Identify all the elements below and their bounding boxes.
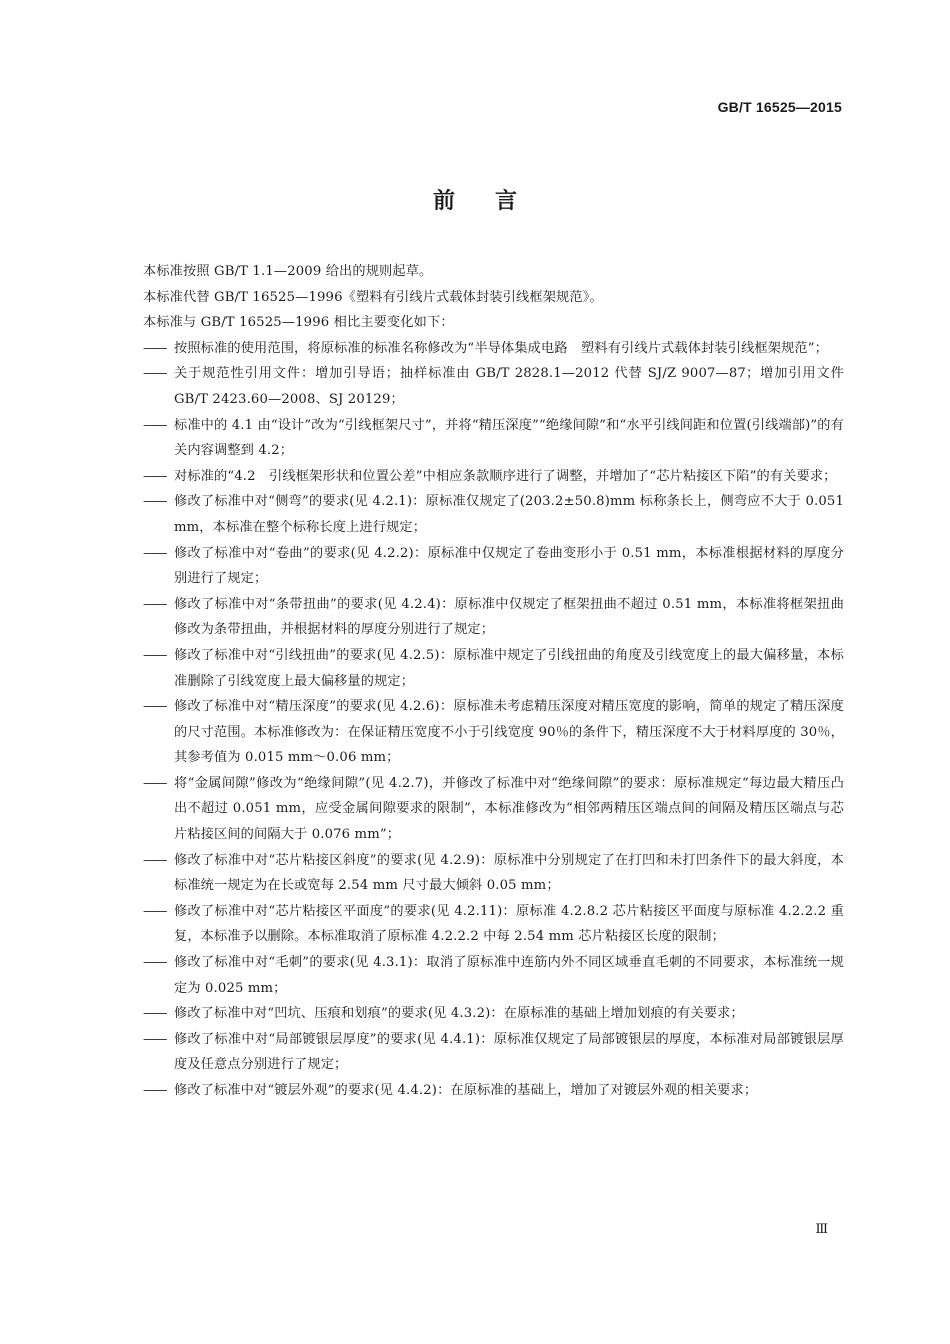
change-list-item bbox=[143, 489, 844, 540]
list-item-text: 按照标准的使用范围，将原标准的标准名称修改为“半导体集成电路 塑料有引线片式载体封装引线框架规范”； bbox=[174, 340, 828, 356]
list-item-text: 将“金属间隙”修改为“绝缘间隙”(见 4.2.7)，并修改了标准中对“绝缘间隙”的要求：原标准规定“每边最大精压凸出不超过 0.051 mm，应受金属间隙要求的限制”，本标准修改为“相邻两精压区端点间的间隔及精压区端点与芯片粘接区间的间隔大于 0.076 mm”； bbox=[174, 775, 844, 843]
list-dash: —— bbox=[143, 366, 166, 382]
list-item-text: 修改了标准中对“精压深度”的要求(见 4.2.6)：原标准未考虑精压深度对精压宽度的影响，简单的规定了精压深度的尺寸范围。本标准修改为：在保证精压宽度不小于引线宽度 90％的条件下，精压深度不大于材料厚度的 30％，其参考值为 0.015 mm～0.06 mm； bbox=[174, 699, 844, 766]
change-list-item bbox=[143, 771, 844, 848]
foreword-body bbox=[143, 259, 844, 1104]
list-item-text: 修改了标准中对“侧弯”的要求(见 4.2.1)：原标准仅规定了(203.2±50.8)mm 标称条长上，侧弯应不大于 0.051 mm，本标准在整个标称长度上进行规定； bbox=[174, 494, 844, 535]
list-item-text: 修改了标准中对“凹坑、压痕和划痕”的要求(见 4.3.2)：在原标准的基础上增加划痕的有关要求； bbox=[174, 1006, 744, 1022]
list-dash: —— bbox=[143, 596, 166, 612]
list-item-text: 关于规范性引用文件：增加引导语；抽样标准由 GB/T 2828.1—2012 代替 SJ/Z 9007—87；增加引用文件 GB/T 2423.60—2008、SJ 20129； bbox=[174, 366, 844, 407]
list-dash: —— bbox=[143, 340, 166, 356]
list-item-text: 修改了标准中对“毛刺”的要求(见 4.3.1)：取消了原标准中连筋内外不同区域垂直毛刺的不同要求，本标准统一规定为 0.025 mm； bbox=[174, 955, 844, 996]
change-list-item bbox=[143, 361, 844, 412]
change-list-item bbox=[143, 336, 844, 362]
list-item-text: 修改了标准中对“引线扭曲”的要求(见 4.2.5)：原标准中规定了引线扭曲的角度及引线宽度上的最大偏移量，本标准删除了引线宽度上最大偏移量的规定； bbox=[174, 647, 844, 689]
title-char-1: 前 bbox=[432, 189, 455, 214]
change-list-item bbox=[143, 899, 844, 950]
list-dash: —— bbox=[143, 1006, 166, 1022]
list-dash: —— bbox=[143, 852, 166, 868]
change-list-item bbox=[143, 541, 844, 592]
change-list-item bbox=[143, 1001, 844, 1027]
list-item-text: 修改了标准中对“镀层外观”的要求(见 4.4.2)：在原标准的基础上，增加了对镀层外观的相关要求； bbox=[174, 1083, 758, 1098]
list-dash: —— bbox=[143, 903, 166, 919]
change-list-item bbox=[143, 643, 844, 694]
list-dash: —— bbox=[143, 699, 166, 715]
title-char-2: 言 bbox=[495, 189, 518, 214]
list-dash: —— bbox=[143, 775, 166, 791]
list-item-text: 标准中的 4.1 由“设计”改为“引线框架尺寸”，并将“精压深度”“绝缘间隙”和“水平引线间距和位置(引线端部)”的有关内容调整到 4.2； bbox=[174, 417, 844, 459]
paragraph: 本标准代替 GB/T 16525—1996《塑料有引线片式载体封装引线框架规范》。 bbox=[143, 289, 603, 305]
list-dash: —— bbox=[143, 417, 166, 433]
list-dash: —— bbox=[143, 647, 166, 663]
page-title bbox=[0, 184, 950, 215]
list-dash: —— bbox=[143, 955, 166, 971]
list-dash: —— bbox=[143, 1031, 166, 1047]
change-list-item bbox=[143, 694, 844, 771]
change-list-item bbox=[143, 950, 844, 1001]
page-number: Ⅲ bbox=[815, 1222, 828, 1237]
list-item-text: 修改了标准中对“芯片粘接区斜度”的要求(见 4.2.9)：原标准中分别规定了在打凹和未打凹条件下的最大斜度，本标准统一规定为在长或宽每 2.54 mm 尺寸最大倾斜 0.05 mm； bbox=[174, 852, 844, 894]
change-list-item bbox=[143, 848, 844, 899]
standard-code: GB/T 16525—2015 bbox=[717, 99, 842, 115]
paragraph: 本标准与 GB/T 16525—1996 相比主要变化如下： bbox=[143, 315, 454, 331]
change-list-item bbox=[143, 464, 844, 490]
list-dash: —— bbox=[143, 468, 166, 484]
list-item-text: 修改了标准中对“局部镀银层厚度”的要求(见 4.4.1)：原标准仅规定了局部镀银层的厚度，本标准对局部镀银层厚度及任意点分别进行了规定； bbox=[174, 1031, 844, 1073]
list-dash: —— bbox=[143, 545, 166, 561]
list-item-text: 修改了标准中对“芯片粘接区平面度”的要求(见 4.2.11)：原标准 4.2.8.2 芯片粘接区平面度与原标准 4.2.2.2 重复，本标准予以删除。本标准取消了原标准 4.2.2.2 中每 2.54 mm 芯片粘接区长度的限制； bbox=[174, 903, 844, 945]
change-list-item bbox=[143, 1078, 844, 1104]
change-list-item bbox=[143, 592, 844, 643]
list-item-text: 修改了标准中对“卷曲”的要求(见 4.2.2)：原标准中仅规定了卷曲变形小于 0.51 mm，本标准根据材料的厚度分别进行了规定； bbox=[174, 545, 844, 587]
list-dash: —— bbox=[143, 1083, 166, 1098]
paragraph: 本标准按照 GB/T 1.1—2009 给出的规则起草。 bbox=[143, 264, 433, 279]
change-list-item bbox=[143, 1027, 844, 1078]
list-item-text: 修改了标准中对“条带扭曲”的要求(见 4.2.4)：原标准中仅规定了框架扭曲不超过 0.51 mm，本标准将框架扭曲修改为条带扭曲，并根据材料的厚度分别进行了规定； bbox=[174, 596, 844, 638]
list-dash: —— bbox=[143, 494, 166, 510]
change-list-item bbox=[143, 413, 844, 464]
list-item-text: 对标准的“4.2 引线框架形状和位置公差”中相应条款顺序进行了调整，并增加了“芯片粘接区下陷”的有关要求； bbox=[174, 468, 837, 484]
